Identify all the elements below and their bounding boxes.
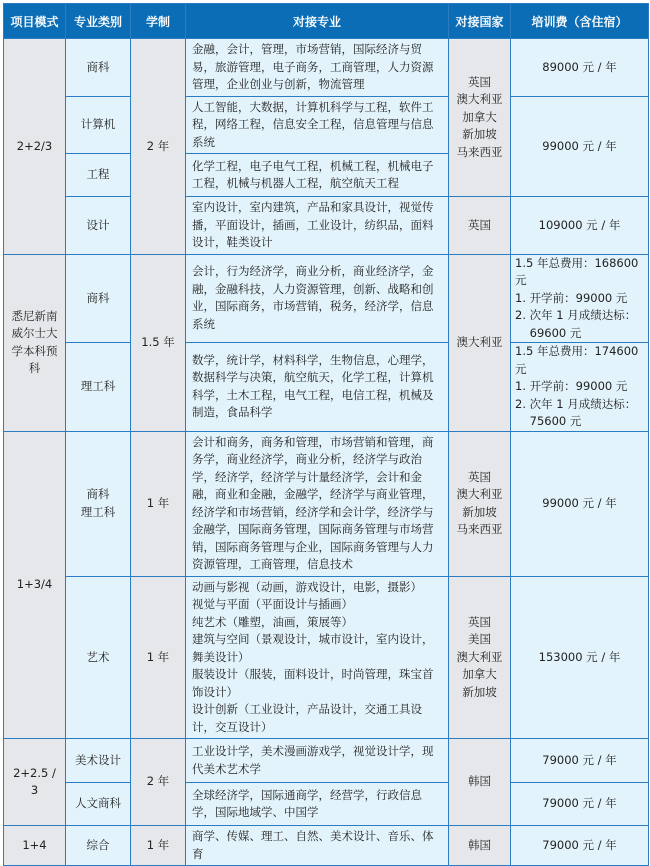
- fee-cell: 153000 元 / 年: [511, 576, 649, 739]
- table-row: [4, 431, 649, 576]
- duration-cell: 1.5 年: [131, 254, 186, 431]
- header-duration: 学制: [131, 4, 186, 39]
- category-cell: 商科 理工科: [66, 431, 131, 576]
- countries-cell: 英国 澳大利亚 新加坡 马来西亚: [449, 431, 511, 576]
- fee-cell: 99000 元 / 年: [511, 431, 649, 576]
- duration-cell: 2 年: [131, 39, 186, 255]
- category-cell: 美术设计: [66, 739, 131, 783]
- header-countries: 对接国家: [449, 4, 511, 39]
- fee-cell: 79000 元 / 年: [511, 783, 649, 826]
- duration-cell: 1 年: [131, 576, 186, 739]
- countries-cell: 英国 澳大利亚 加拿大 新加坡 马来西亚: [449, 39, 511, 197]
- countries-cell: 英国: [449, 197, 511, 255]
- category-cell: 综合: [66, 826, 131, 866]
- majors-cell: 数学，统计学，材料科学，生物信息，心理学，数据科学与决策，航空航天，化学工程，计算机科学，土木工程，电气工程，电信工程，机械及制造，食品科学: [186, 343, 449, 432]
- countries-cell: 韩国: [449, 739, 511, 826]
- category-cell: 商科: [66, 254, 131, 343]
- fee-cell: 99000 元 / 年: [511, 96, 649, 197]
- mode-cell: 1+3/4: [4, 431, 66, 739]
- program-table: [3, 3, 649, 866]
- table-row: [4, 739, 649, 783]
- majors-cell: 商学、传媒、理工、自然、美术设计、音乐、体育: [186, 826, 449, 866]
- mode-cell: 2+2.5 / 3: [4, 739, 66, 826]
- category-cell: 设计: [66, 197, 131, 255]
- header-row: [4, 4, 649, 39]
- majors-cell: 工业设计学，美术漫画游戏学，视觉设计学，现代美术艺术学: [186, 739, 449, 783]
- fee-cell: 89000 元 / 年: [511, 39, 649, 97]
- header-category: 专业类别: [66, 4, 131, 39]
- category-cell: 工程: [66, 154, 131, 197]
- majors-cell: 会计，行为经济学，商业分析，商业经济学，金融，金融科技，人力资源管理，创新、战略和创业，国际商务，市场营销，税务，经济学，信息系统: [186, 254, 449, 343]
- table-row: [4, 39, 649, 97]
- majors-cell: 全球经济学，国际通商学，经营学，行政信息学，国际地域学、中国学: [186, 783, 449, 826]
- majors-cell: 动画与影视（动画，游戏设计，电影，摄影） 视觉与平面（平面设计与插画） 纯艺术（雕塑，油画，策展等） 建筑与空间（景观设计，城市设计，室内设计，舞美设计） 服装设计（服装，面料设计，时尚管理，珠宝首饰设计） 设计创新（工业设计，产品设计，交通工具设计，交互设计）: [186, 576, 449, 739]
- category-cell: 人文商科: [66, 783, 131, 826]
- table-row: [4, 826, 649, 866]
- category-cell: 计算机: [66, 96, 131, 154]
- fee-cell: 79000 元 / 年: [511, 739, 649, 783]
- mode-cell: 悉尼新南威尔士大学本科预科: [4, 254, 66, 431]
- table-row: [4, 783, 649, 826]
- majors-cell: 室内设计，室内建筑，产品和家具设计，视觉传播，平面设计，插画，工业设计，纺织品，面料设计，鞋类设计: [186, 197, 449, 255]
- mode-cell: 1+4: [4, 826, 66, 866]
- category-cell: 商科: [66, 39, 131, 97]
- header-mode: 项目模式: [4, 4, 66, 39]
- category-cell: 艺术: [66, 576, 131, 739]
- countries-cell: 英国 美国 澳大利亚 加拿大 新加坡: [449, 576, 511, 739]
- category-cell: 理工科: [66, 343, 131, 432]
- table-row: [4, 96, 649, 154]
- fee-cell: 109000 元 / 年: [511, 197, 649, 255]
- fee-cell: 79000 元 / 年: [511, 826, 649, 866]
- majors-cell: 会计和商务，商务和管理，市场营销和管理，商务学，商业经济学，商业分析，经济学与政治学，经济学，经济学与计量经济学，会计和金融，商业和金融，金融学，经济学与商业管理，经济学和市场营销，经济学和会计学，经济学与金融学，国际商务管理，国际商务管理与市场营销，国际商务管理与企业，国际商务管理与人力资源管理，工商管理，信息技术: [186, 431, 449, 576]
- duration-cell: 1 年: [131, 431, 186, 576]
- table-row: [4, 576, 649, 739]
- majors-cell: 人工智能，大数据，计算机科学与工程，软件工程，网络工程，信息安全工程，信息管理与信息系统: [186, 96, 449, 154]
- mode-cell: 2+2/3: [4, 39, 66, 255]
- fee-cell: 1.5 年总费用：174600 元 1. 开学前：99000 元 2. 次年 1 月成绩达标： 75600 元: [511, 343, 649, 432]
- countries-cell: 韩国: [449, 826, 511, 866]
- fee-cell: 1.5 年总费用：168600 元 1. 开学前：99000 元 2. 次年 1 月成绩达标： 69600 元: [511, 254, 649, 343]
- header-fee: 培训费（含住宿）: [511, 4, 649, 39]
- table-row: [4, 254, 649, 343]
- majors-cell: 化学工程，电子电气工程，机械工程，机械电子工程，机械与机器人工程，航空航天工程: [186, 154, 449, 197]
- header-majors: 对接专业: [186, 4, 449, 39]
- majors-cell: 金融，会计，管理，市场营销，国际经济与贸易，旅游管理，电子商务，工商管理，人力资源管理，企业创业与创新，物流管理: [186, 39, 449, 97]
- duration-cell: 1 年: [131, 826, 186, 866]
- duration-cell: 2 年: [131, 739, 186, 826]
- table-row: [4, 197, 649, 255]
- table-row: [4, 343, 649, 432]
- countries-cell: 澳大利亚: [449, 254, 511, 431]
